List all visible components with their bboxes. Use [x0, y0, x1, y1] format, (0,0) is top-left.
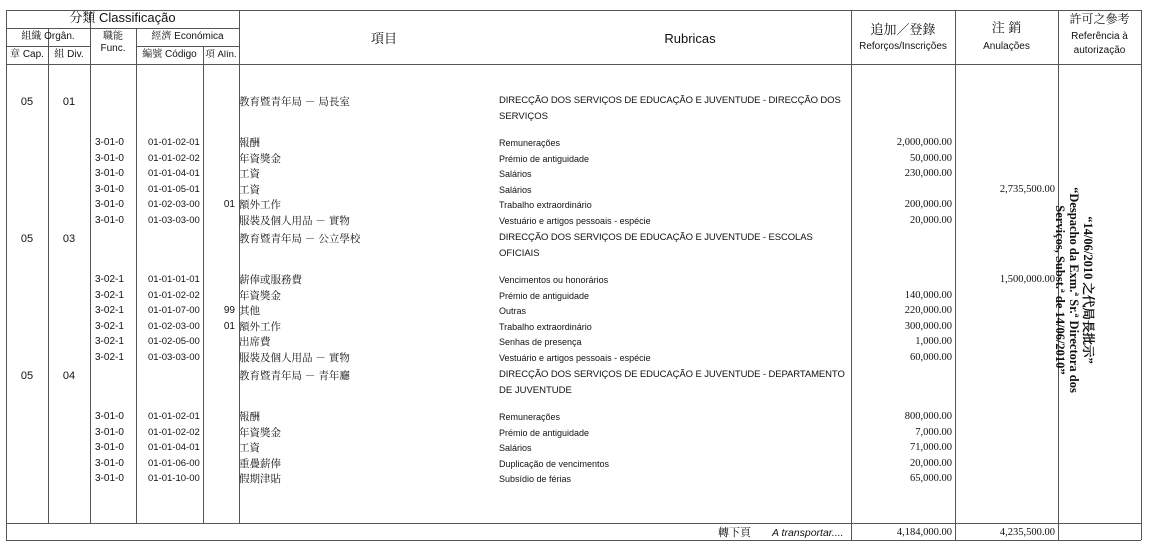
- row-item-zh: 教育暨青年局 － 公立學校: [239, 233, 361, 245]
- row-reforco-amount: 20,000.00: [910, 214, 952, 226]
- row-rubrica-pt: Salários: [499, 184, 532, 195]
- row-anulacao-amount: 1,500,000.00: [999, 274, 1055, 285]
- row-codigo: 01-02-03-00: [148, 320, 200, 332]
- row-codigo: 01-01-06-00: [148, 457, 200, 469]
- row-rubrica-pt: Senhas de presença: [499, 337, 582, 347]
- row-reforco-amount: 800,000.00: [904, 411, 952, 422]
- row-codigo: 01-01-04-01: [148, 168, 200, 179]
- reference-line-1: “14/06/2010 之代局長批示”: [1081, 216, 1095, 364]
- row-rubrica-pt: Remunerações: [499, 412, 561, 422]
- row-codigo: 01-01-02-02: [148, 289, 200, 301]
- row-capitulo: 05: [20, 370, 34, 382]
- row-rubrica-pt: Outras: [499, 306, 527, 316]
- row-reforco-amount: 230,000.00: [904, 168, 952, 179]
- row-item-zh: 工資: [239, 183, 260, 196]
- reference-line-3: Serviços, Subst.ª de 14/06/2010”: [1053, 205, 1067, 375]
- header-capitulo: 章 Cap.: [10, 49, 44, 60]
- footer-label-zh: 轉下頁: [718, 527, 751, 539]
- row-divisao: 01: [62, 96, 76, 108]
- rule-economica: [136, 46, 239, 47]
- row-codigo: 01-02-05-00: [148, 336, 200, 347]
- col-line: [136, 28, 137, 523]
- row-item-zh: 服裝及個人用品 － 實物: [239, 351, 350, 364]
- row-rubrica-pt-cont: SERVIÇOS: [499, 111, 548, 122]
- row-funcional: 3-01-0: [95, 411, 124, 422]
- row-rubrica-pt: Duplicação de vencimentos: [499, 458, 610, 469]
- row-rubrica-pt: DIRECÇÃO DOS SERVIÇOS DE EDUCAÇÃO E JUVENTUDE - ESCOLAS: [499, 232, 813, 243]
- row-funcional: 3-02-1: [95, 274, 124, 285]
- header-divisao: 組 Div.: [54, 49, 84, 60]
- row-funcional: 3-01-0: [95, 214, 124, 226]
- rule-header-bottom: [6, 64, 1141, 65]
- col-line: [203, 46, 204, 523]
- row-codigo: 01-01-10-00: [148, 473, 200, 484]
- col-line: [1141, 10, 1142, 540]
- row-anulacao-amount: 2,735,500.00: [999, 183, 1055, 195]
- row-funcional: 3-02-1: [95, 336, 124, 347]
- row-codigo: 01-01-02-02: [148, 152, 200, 164]
- row-codigo: 01-01-05-01: [148, 183, 200, 195]
- row-item-zh: 年資獎金: [239, 152, 281, 165]
- row-funcional: 3-01-0: [95, 168, 124, 179]
- row-rubrica-pt: Vencimentos ou honorários: [499, 275, 609, 285]
- row-item-zh: 年資獎金: [239, 289, 281, 302]
- header-rubricas: Rubricas: [664, 31, 716, 46]
- header-reforcos-pt: Reforços/Inscrições: [859, 41, 947, 52]
- footer-total-reforcos: 4,184,000.00: [896, 527, 952, 538]
- row-reforco-amount: 50,000.00: [910, 152, 952, 164]
- row-item-zh: 其他: [239, 305, 260, 317]
- row-codigo: 01-01-07-00: [148, 305, 200, 316]
- row-item-zh: 報酬: [239, 411, 260, 423]
- row-divisao: 04: [62, 370, 76, 382]
- row-item-zh: 教育暨青年局 － 青年廳: [239, 370, 350, 382]
- col-line: [6, 10, 7, 540]
- row-funcional: 3-02-1: [95, 351, 124, 363]
- row-rubrica-pt: Prémio de antiguidade: [499, 153, 590, 164]
- rule-footer-bottom: [6, 540, 1141, 541]
- header-reforcos-zh: 追加／登錄: [870, 22, 936, 37]
- header-anulacoes-pt: Anulações: [983, 41, 1030, 52]
- header-referencia-pt2: autorização: [1073, 45, 1126, 56]
- footer-total-anulacoes: 4,235,500.00: [999, 527, 1055, 538]
- row-item-zh: 薪俸或服務費: [239, 274, 302, 286]
- row-item-zh: 工資: [239, 168, 260, 180]
- header-itens-zh: 項目: [370, 31, 397, 46]
- header-funcional-zh: 職能: [103, 31, 123, 42]
- row-rubrica-pt: DIRECÇÃO DOS SERVIÇOS DE EDUCAÇÃO E JUVENTUDE - DEPARTAMENTO: [499, 369, 845, 380]
- row-rubrica-pt-cont: OFICIAIS: [499, 248, 540, 259]
- row-item-zh: 工資: [239, 442, 260, 454]
- row-item-zh: 教育暨青年局 － 局長室: [239, 96, 350, 108]
- row-codigo: 01-01-02-02: [148, 426, 200, 438]
- row-item-zh: 報酬: [239, 137, 260, 149]
- row-reforco-amount: 1,000.00: [915, 336, 952, 347]
- row-rubrica-pt: Vestuário e artigos pessoais - espécie: [499, 352, 651, 363]
- row-codigo: 01-01-01-01: [148, 274, 200, 285]
- row-reforco-amount: 220,000.00: [904, 305, 952, 316]
- row-funcional: 3-01-0: [95, 457, 124, 469]
- row-funcional: 3-01-0: [95, 152, 124, 164]
- row-rubrica-pt: Prémio de antiguidade: [499, 427, 590, 438]
- header-codigo: 編號 Código: [142, 49, 197, 60]
- row-reforco-amount: 60,000.00: [910, 351, 952, 363]
- row-funcional: 3-02-1: [95, 320, 124, 332]
- row-alinea: 99: [223, 305, 235, 316]
- col-line: [90, 10, 91, 523]
- row-divisao: 03: [62, 233, 76, 245]
- row-rubrica-pt-cont: DE JUVENTUDE: [499, 385, 572, 396]
- row-reforco-amount: 20,000.00: [910, 457, 952, 469]
- rule-classif: [6, 28, 239, 29]
- row-item-zh: 服裝及個人用品 － 實物: [239, 214, 350, 227]
- row-rubrica-pt: Salários: [499, 443, 532, 453]
- row-alinea: 01: [223, 320, 235, 332]
- row-reforco-amount: 71,000.00: [910, 442, 952, 453]
- row-item-zh: 額外工作: [239, 320, 281, 333]
- row-reforco-amount: 200,000.00: [904, 199, 952, 210]
- row-rubrica-pt: Vestuário e artigos pessoais - espécie: [499, 215, 651, 226]
- row-rubrica-pt: Prémio de antiguidade: [499, 290, 590, 301]
- row-funcional: 3-01-0: [95, 442, 124, 453]
- header-funcional-pt: Func.: [100, 43, 126, 54]
- row-item-zh: 額外工作: [239, 199, 281, 211]
- header-referencia-pt1: Referência à: [1071, 31, 1128, 42]
- row-alinea: 01: [223, 199, 235, 210]
- row-capitulo: 05: [20, 96, 34, 108]
- row-codigo: 01-01-02-01: [148, 411, 200, 422]
- row-item-zh: 年資獎金: [239, 426, 281, 439]
- row-codigo: 01-02-03-00: [148, 199, 200, 210]
- row-rubrica-pt: Salários: [499, 169, 532, 179]
- header-organica: 組織 Orgân.: [21, 31, 75, 42]
- row-codigo: 01-03-03-00: [148, 214, 200, 226]
- row-codigo: 01-01-04-01: [148, 442, 200, 453]
- row-item-zh: 出席費: [239, 336, 271, 348]
- row-reforco-amount: 65,000.00: [910, 473, 952, 484]
- row-reforco-amount: 2,000,000.00: [896, 137, 952, 148]
- row-reforco-amount: 300,000.00: [904, 320, 952, 332]
- row-item-zh: 假期津貼: [239, 473, 281, 485]
- header-economica: 經濟 Económica: [151, 31, 224, 42]
- row-rubrica-pt: Trabalho extraordinário: [499, 321, 592, 332]
- row-rubrica-pt: Trabalho extraordinário: [499, 200, 592, 210]
- rule-footer-top: [6, 523, 1141, 524]
- authorization-reference: [1049, 160, 1095, 420]
- row-reforco-amount: 140,000.00: [904, 289, 952, 301]
- header-anulacoes-zh: 注 銷: [991, 20, 1022, 35]
- row-reforco-amount: 7,000.00: [915, 426, 952, 438]
- row-funcional: 3-01-0: [95, 199, 124, 210]
- row-codigo: 01-01-02-01: [148, 137, 200, 148]
- row-capitulo: 05: [20, 233, 34, 245]
- reference-line-2: “Despacho da Exm.ª Sr.ª Directora dos: [1067, 187, 1081, 393]
- row-codigo: 01-03-03-00: [148, 351, 200, 363]
- row-funcional: 3-01-0: [95, 183, 124, 195]
- row-funcional: 3-01-0: [95, 137, 124, 148]
- row-rubrica-pt: Remunerações: [499, 138, 561, 148]
- footer-label-pt: A transportar....: [772, 527, 844, 539]
- row-funcional: 3-01-0: [95, 426, 124, 438]
- row-rubrica-pt: Subsídio de férias: [499, 474, 572, 484]
- row-rubrica-pt: DIRECÇÃO DOS SERVIÇOS DE EDUCAÇÃO E JUVENTUDE - DIRECÇÃO DOS: [499, 95, 841, 106]
- row-item-zh: 重疊薪俸: [239, 457, 281, 470]
- header-classificacao: 分類 Classificação: [69, 10, 176, 25]
- rule-top: [6, 10, 1141, 11]
- row-funcional: 3-02-1: [95, 289, 124, 301]
- header-alinea: 項 Alín.: [205, 49, 237, 60]
- row-funcional: 3-01-0: [95, 473, 124, 484]
- row-funcional: 3-02-1: [95, 305, 124, 316]
- header-referencia-zh: 許可之參考: [1069, 12, 1130, 26]
